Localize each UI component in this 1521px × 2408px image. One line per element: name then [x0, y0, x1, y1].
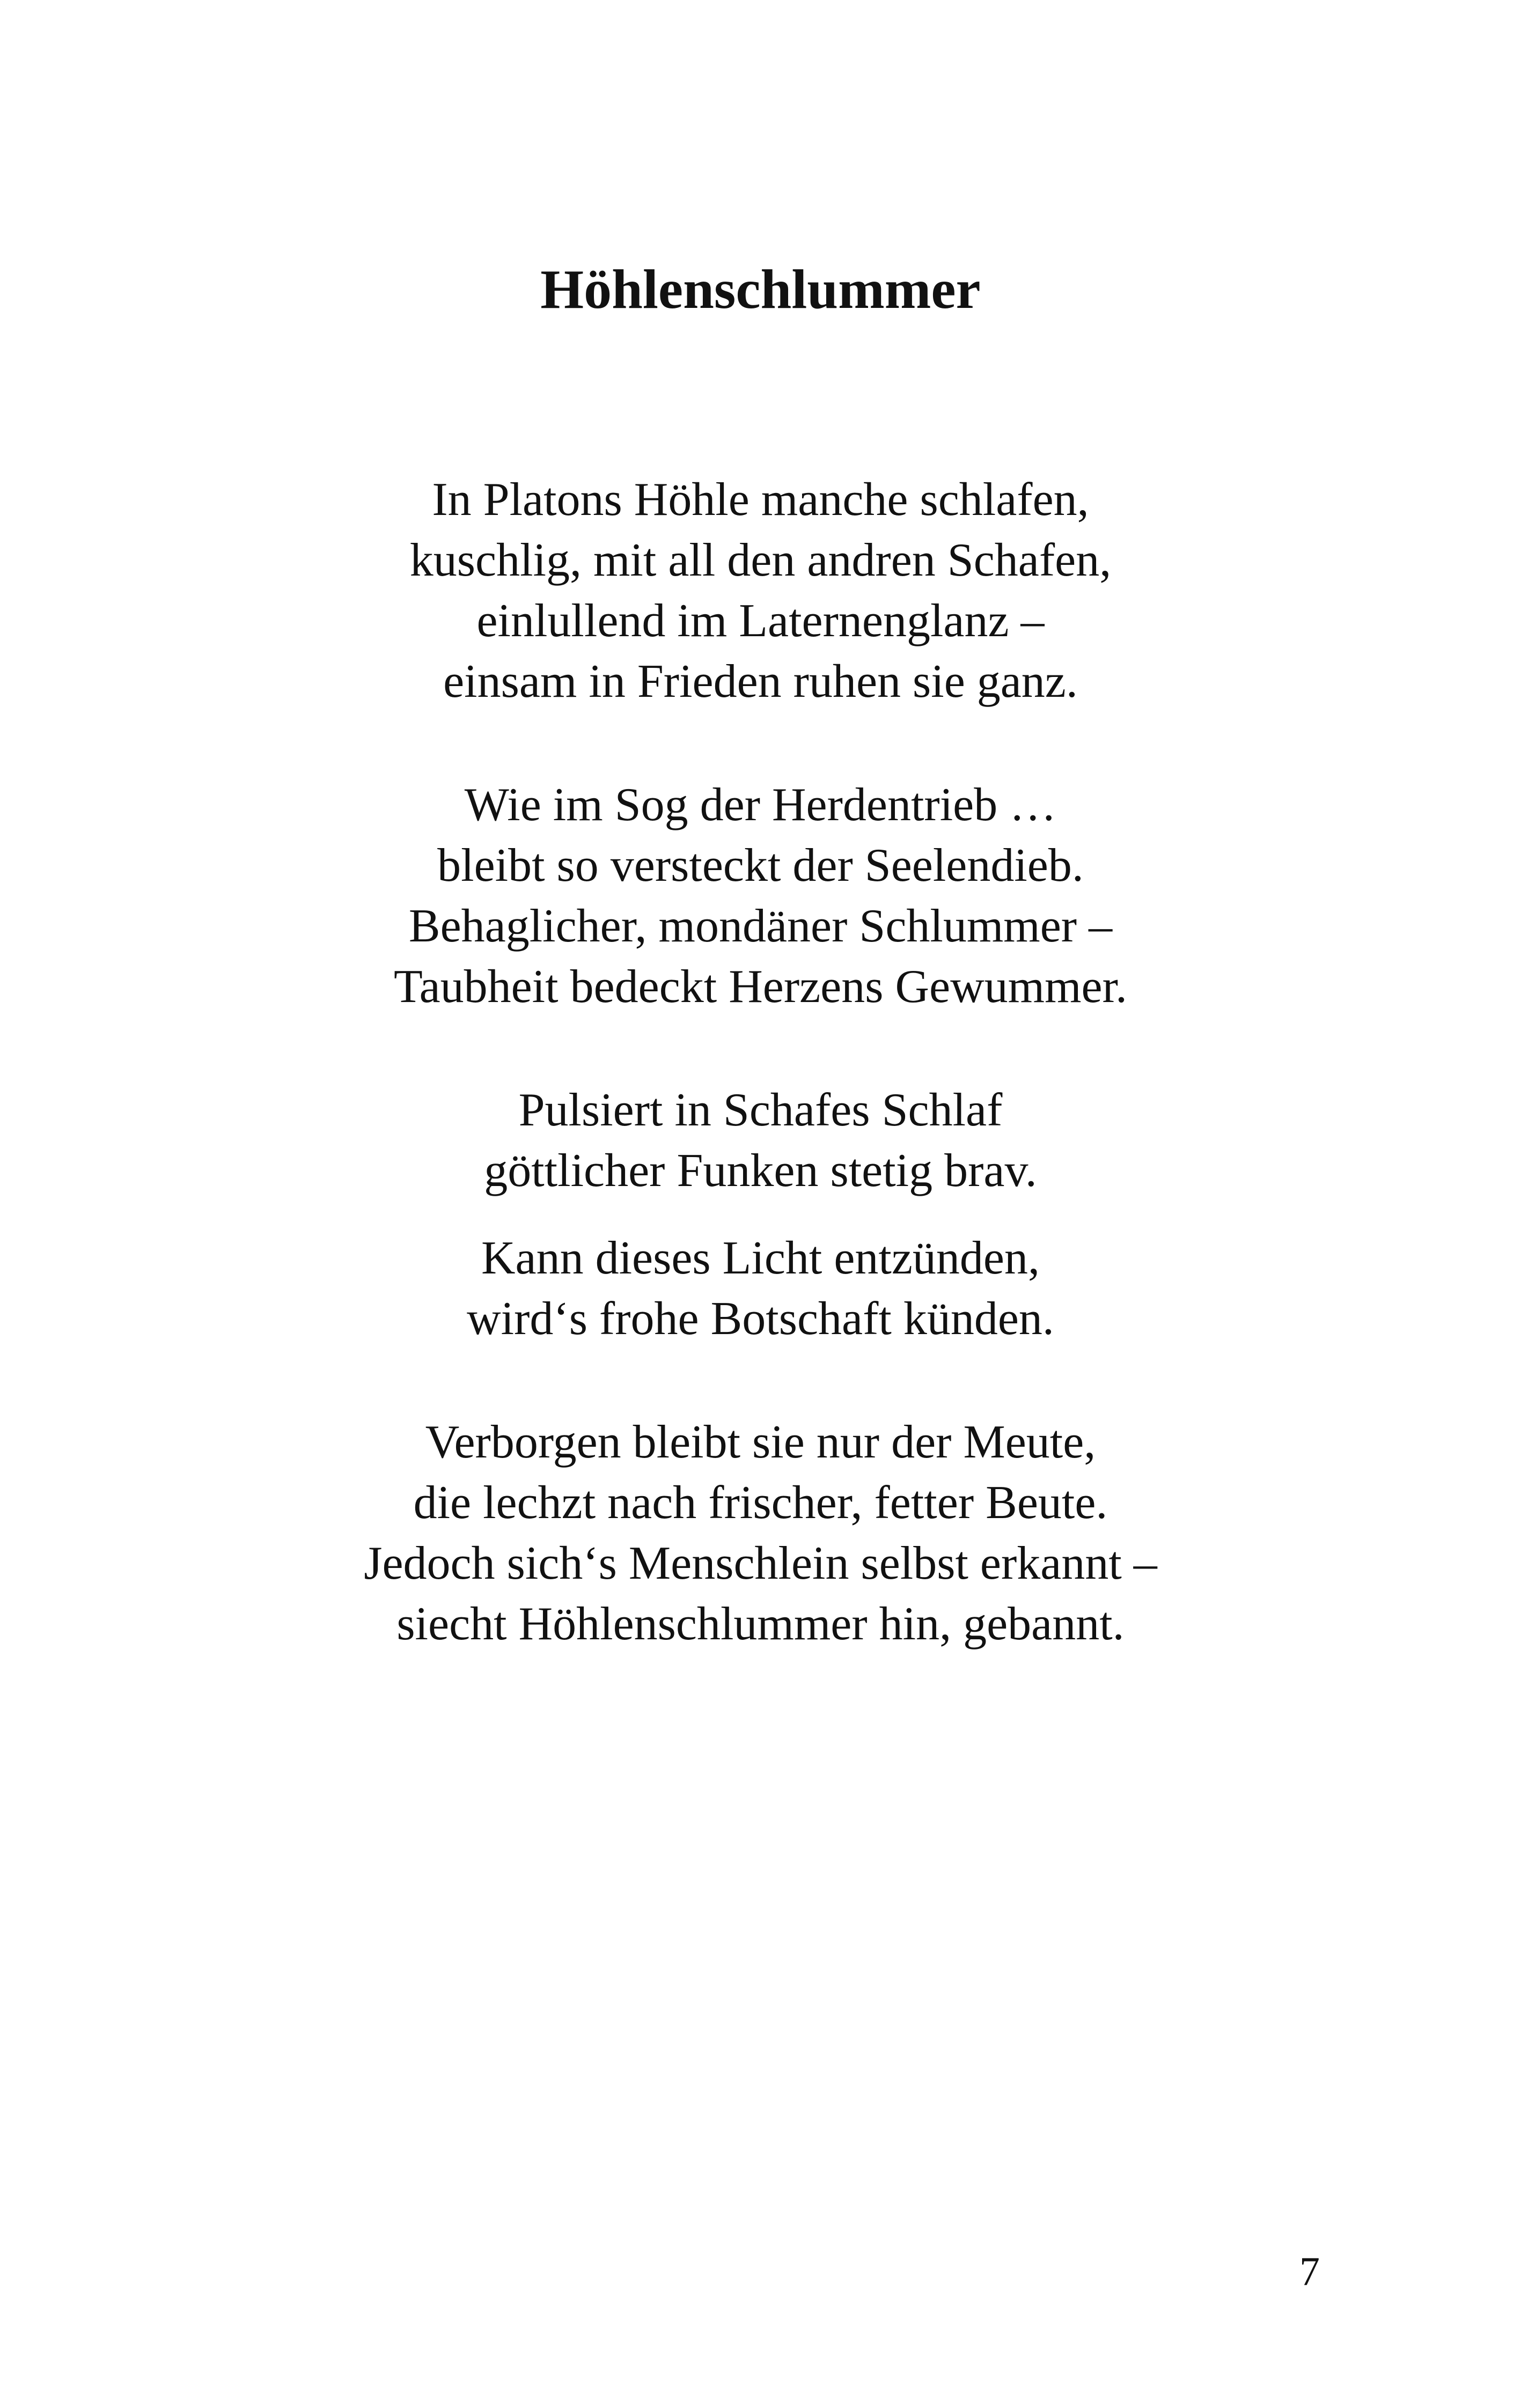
poem-line: göttlicher Funken stetig brav.: [484, 1145, 1037, 1197]
poem-line: Verborgen bleibt sie nur der Meute,: [425, 1416, 1096, 1468]
poem-line: In Platons Höhle manche schlafen,: [432, 474, 1089, 526]
stanza-gap: [0, 1201, 1521, 1228]
stanza-gap: [0, 712, 1521, 775]
stanza-1: [0, 469, 1521, 712]
poem-line: die lechzt nach frischer, fetter Beute.: [413, 1477, 1108, 1529]
poem-line: bleibt so versteckt der Seelendieb.: [437, 840, 1084, 892]
stanza-3: [0, 1080, 1521, 1201]
stanza-gap: [0, 1349, 1521, 1412]
stanza-2: [0, 775, 1521, 1017]
poem-line: Taubheit bedeckt Herzens Gewummer.: [393, 961, 1128, 1013]
poem-line: einsam in Frieden ruhen sie ganz.: [443, 656, 1078, 708]
poem-line: einlullend im Laternenglanz –: [476, 595, 1045, 647]
poem-line: kuschlig, mit all den andren Schafen,: [409, 534, 1112, 586]
poem-line: Behaglicher, mondäner Schlummer –: [408, 900, 1113, 952]
poem-body: [0, 469, 1521, 1654]
poem-line: wird‘s frohe Botschaft künden.: [467, 1293, 1054, 1345]
poem-line: siecht Höhlenschlummer hin, gebannt.: [396, 1598, 1125, 1650]
stanza-gap: [0, 1017, 1521, 1080]
stanza-5: [0, 1412, 1521, 1654]
poem-line: Kann dieses Licht entzünden,: [481, 1232, 1040, 1284]
poem-line: Jedoch sich‘s Menschlein selbst erkannt –: [364, 1537, 1157, 1589]
poem-title: Höhlenschlummer: [540, 259, 981, 320]
page-number: 7: [1299, 2249, 1320, 2294]
poem-line: Pulsiert in Schafes Schlaf: [518, 1084, 1003, 1136]
poem-line: Wie im Sog der Herdentrieb …: [464, 779, 1057, 831]
stanza-4: [0, 1228, 1521, 1349]
